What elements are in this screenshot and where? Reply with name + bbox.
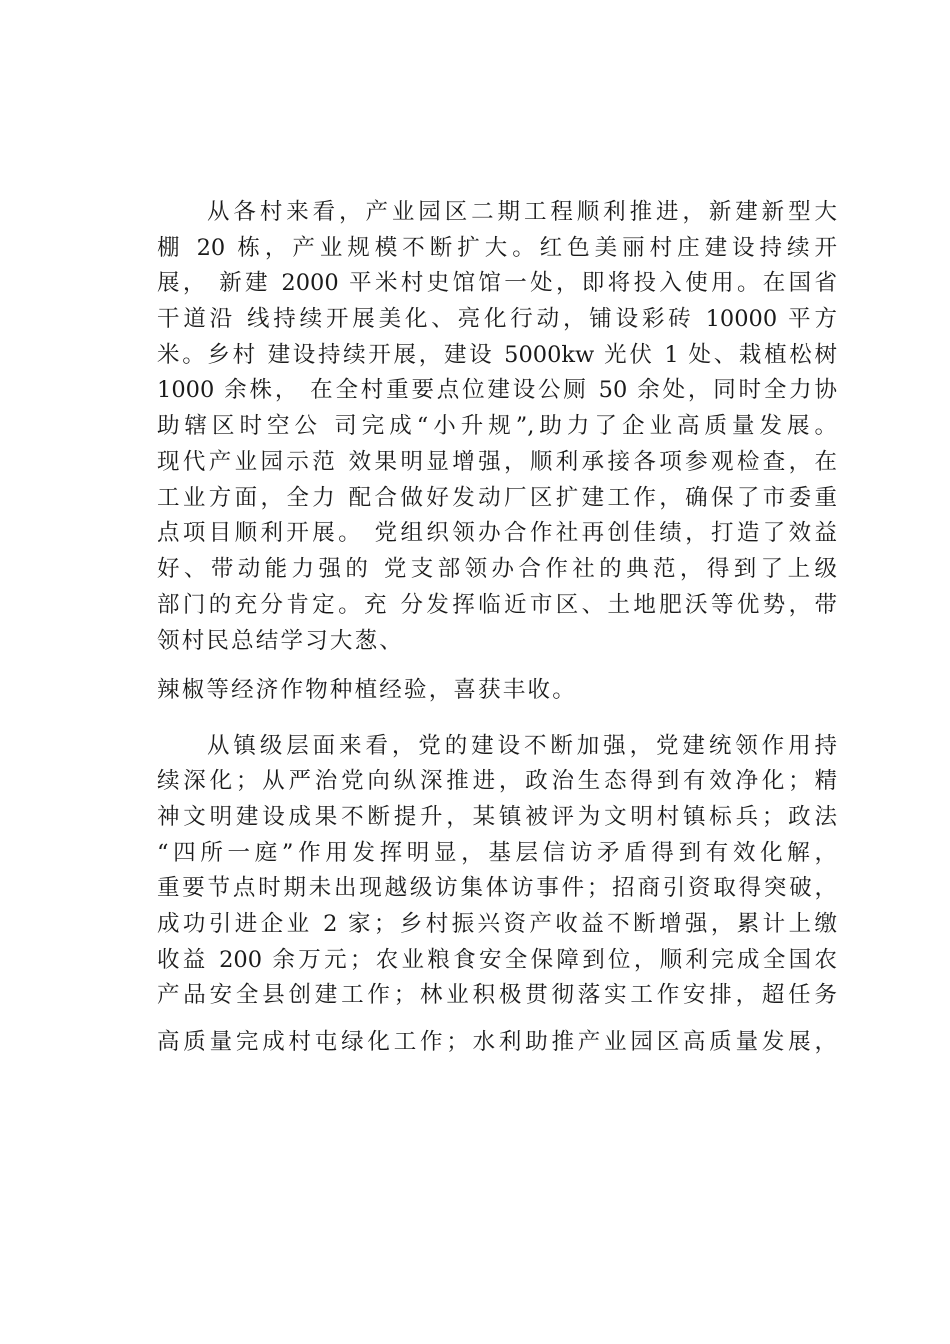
text-line: 米。乡村 建设持续开展，建设 5000kw 光伏 1 处、栽植松树 <box>157 342 837 368</box>
text-line: 现代产业园示范 效果明显增强，顺利承接各项参观检查，在 <box>157 449 837 475</box>
text-line: “四所一庭”作用发挥明显，基层信访矛盾得到有效化解， <box>157 840 837 866</box>
text-line: 从各村来看，产业园区二期工程顺利推进，新建新型大 <box>207 199 837 225</box>
text-line: 辣椒等经济作物种植经验，喜获丰收。 <box>157 677 577 703</box>
text-line: 工业方面，全力 配合做好发动厂区扩建工作，确保了市委重 <box>157 485 837 511</box>
text-line: 展， 新建 2000 平米村史馆馆一处，即将投入使用。在国省 <box>157 270 837 296</box>
text-line: 点项目顺利开展。 党组织领办合作社再创佳绩，打造了效益 <box>157 520 837 546</box>
text-line: 部门的充分肯定。充 分发挥临近市区、土地肥沃等优势，带 <box>157 592 837 618</box>
text-line: 干道沿 线持续开展美化、亮化行动，铺设彩砖 10000 平方 <box>157 306 837 332</box>
text-line: 从镇级层面来看，党的建设不断加强，党建统领作用持 <box>207 733 837 759</box>
text-line: 续深化；从严治党向纵深推进，政治生态得到有效净化；精 <box>157 768 837 794</box>
text-line: 重要节点时期未出现越级访集体访事件；招商引资取得突破， <box>157 875 837 901</box>
text-line: 领村民总结学习大葱、 <box>157 628 405 654</box>
text-line: 收益 200 余万元；农业粮食安全保障到位，顺利完成全国农 <box>157 947 837 973</box>
text-line: 神文明建设成果不断提升，某镇被评为文明村镇标兵；政法 <box>157 804 837 830</box>
text-line: 棚 20 栋，产业规模不断扩大。红色美丽村庄建设持续开 <box>157 235 837 261</box>
text-line: 1000 余株， 在全村重要点位建设公厕 50 余处，同时全力协 <box>157 377 837 403</box>
text-line: 高质量完成村屯绿化工作；水利助推产业园区高质量发展， <box>157 1029 837 1055</box>
text-line: 成功引进企业 2 家；乡村振兴资产收益不断增强，累计上缴 <box>157 911 837 937</box>
text-line: 助辖区时空公 司完成“小升规”,助力了企业高质量发展。 <box>157 413 837 439</box>
text-line: 好、带动能力强的 党支部领办合作社的典范，得到了上级 <box>157 556 837 582</box>
text-line: 产品安全县创建工作；林业积极贯彻落实工作安排，超任务 <box>157 982 837 1008</box>
